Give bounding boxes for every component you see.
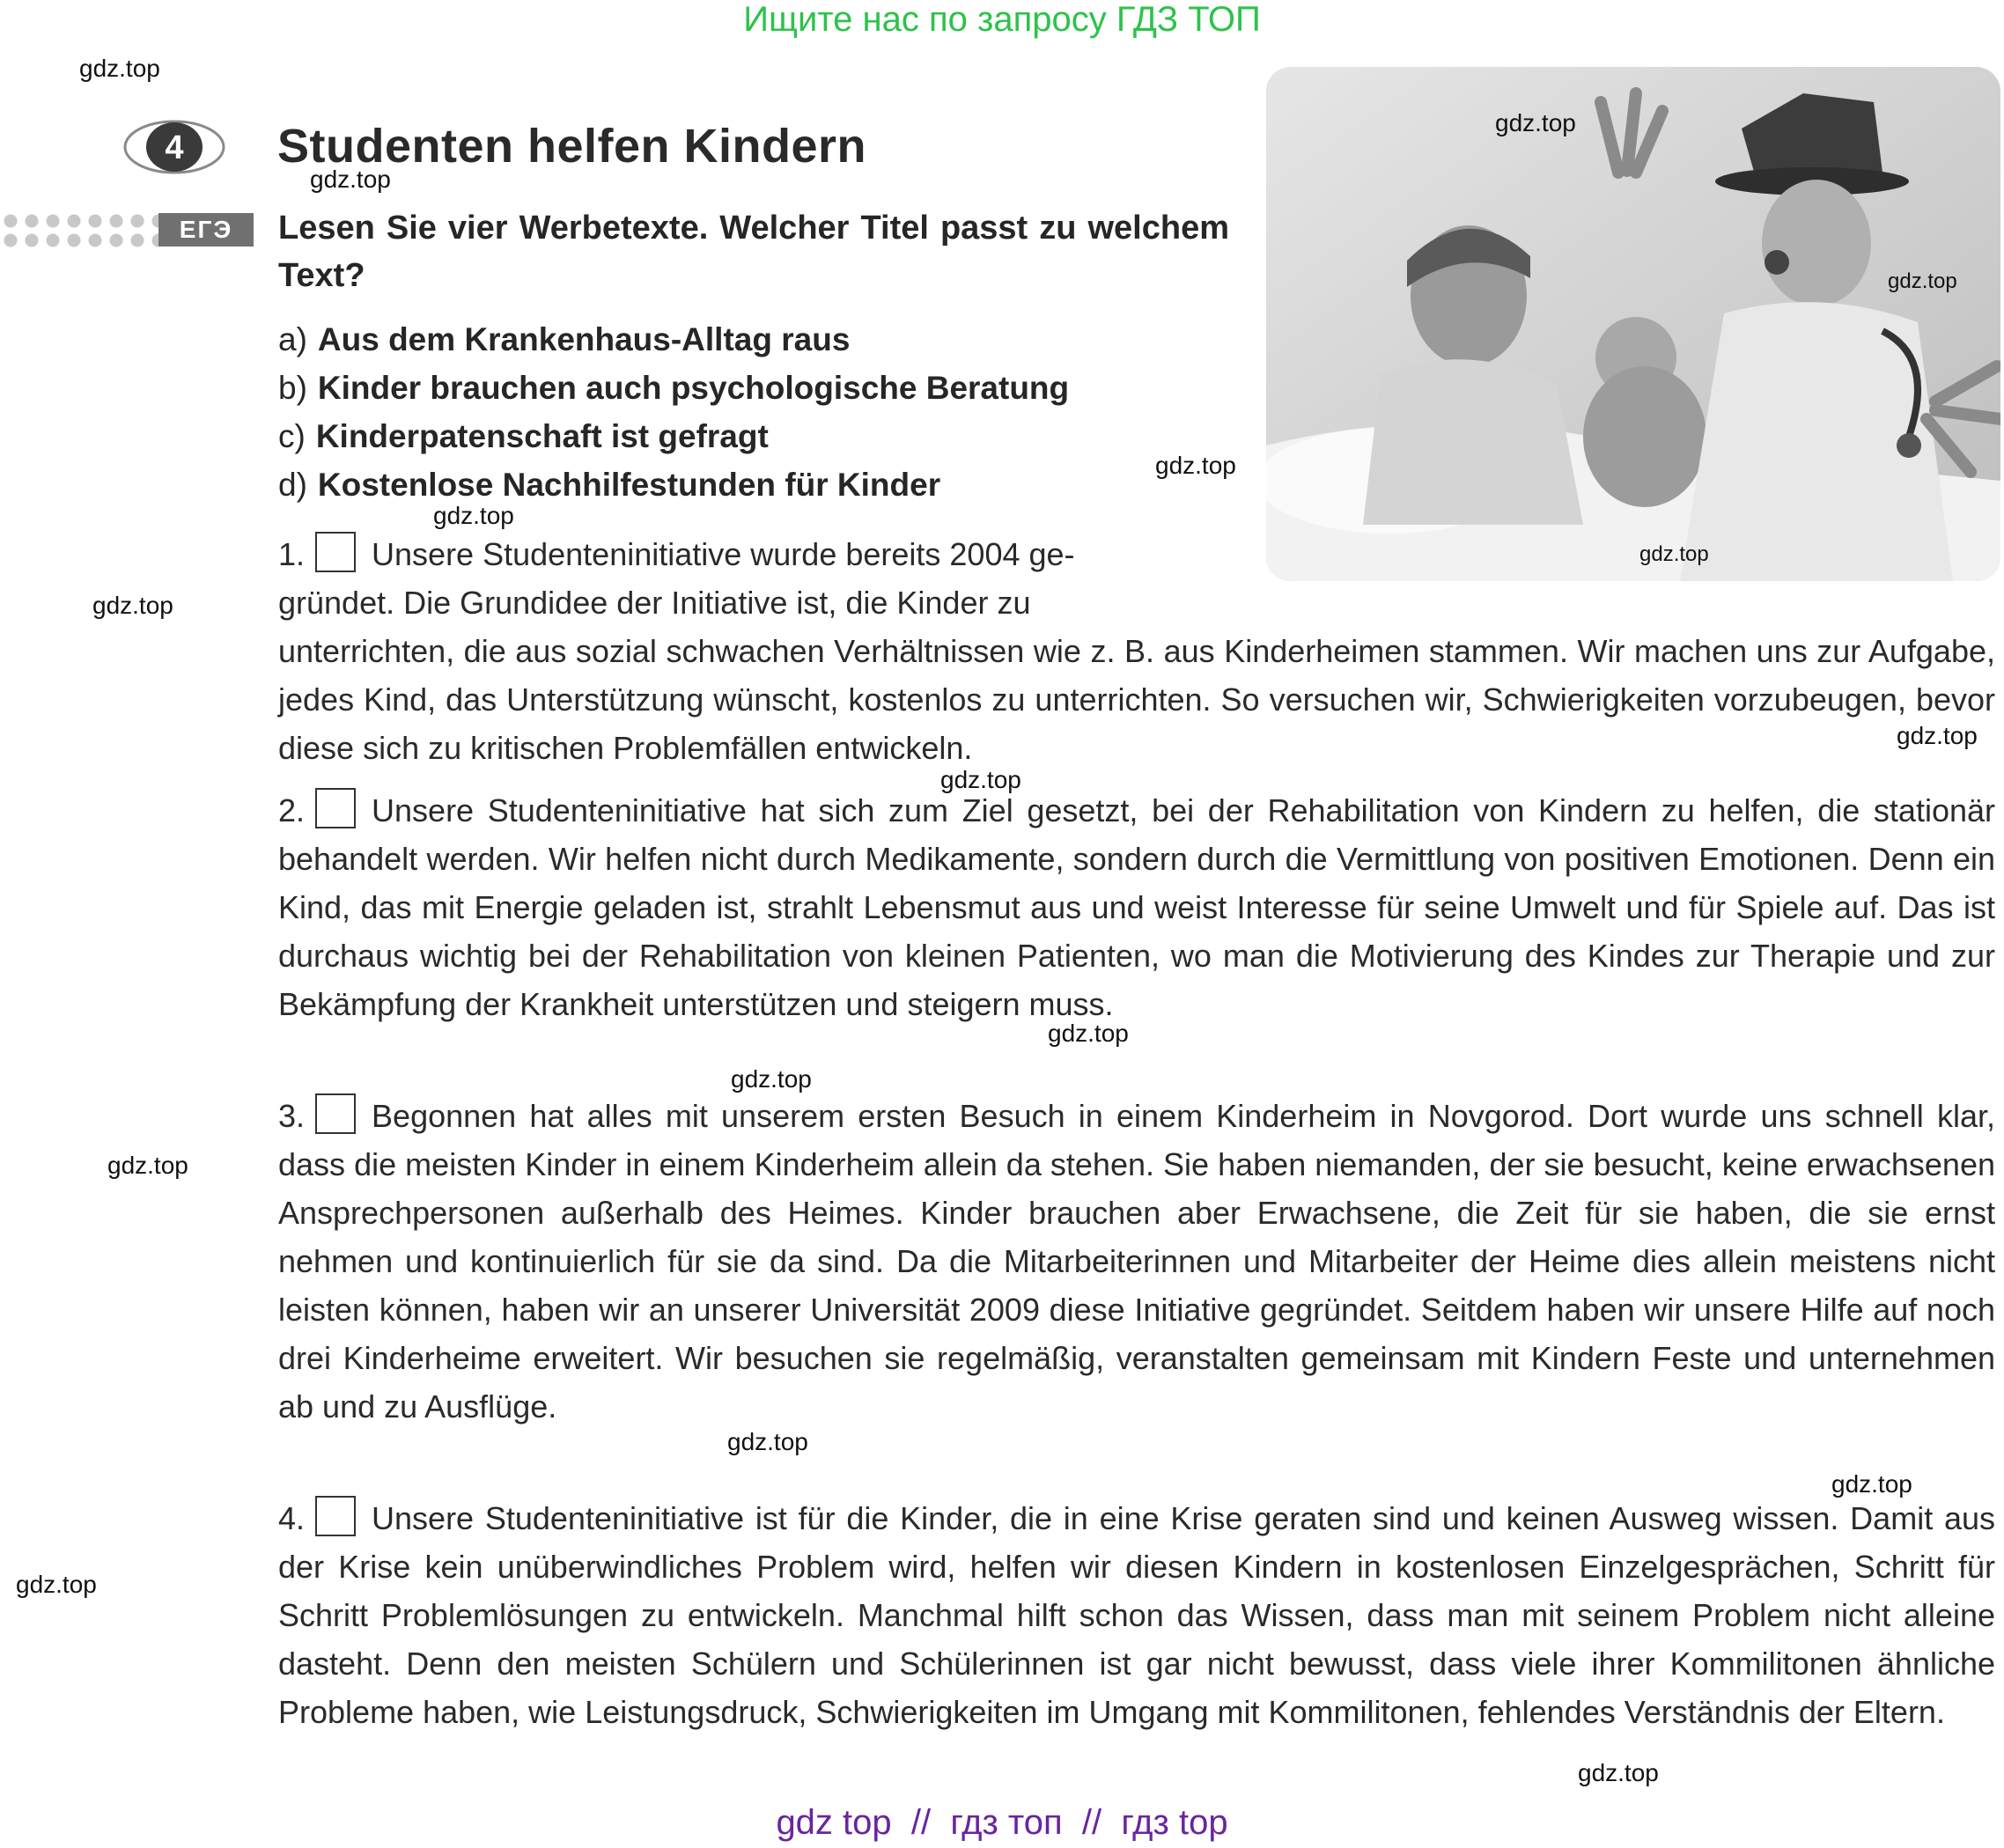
text-body: Begonnen hat alles mit unserem ersten Besuch in einem Kinderheim in Novgorod. Dort wurde uns schnell klar, dass die meisten Kinder in einem Kinderheim allein da stehen. Sie haben niemanden, der sie besucht, keine erwachsenen Ansprechpersonen außerhalb des Heimes. Kinder brauchen aber Erwachsene, die Zeit für sie haben, die sie ernst nehmen und kontinuierlich für sie da sind. Da die Mitarbeiterinnen und Mitarbeiter der Heime dies allein meistens nicht leisten können, haben wir an unserer Universität 2009 diese Initiative gegründet. Seitdem haben wir unsere Hilfe auf noch drei Kinderheime erweitert. Wir besuchen sie regelmäßig, veranstalten gemeinsam mit Kindern Feste und unternehmen ab und zu Ausflüge.	[278, 1098, 1995, 1425]
watermark: gdz.top	[1048, 1020, 1129, 1047]
option-letter: c)	[278, 418, 306, 454]
text-number: 4.	[278, 1500, 306, 1536]
decorative-dots	[0, 211, 158, 250]
answer-checkbox-3[interactable]	[315, 1093, 356, 1134]
watermark: gdz.top	[727, 1428, 808, 1455]
option-a	[278, 316, 850, 364]
watermark: gdz.top	[1155, 452, 1236, 479]
option-c	[278, 413, 769, 460]
text-body: Unsere Studenteninitiative wurde bereits 2004 ge- gründet. Die Grundidee der Initiative ist, die Kinder zu unterrichten, die aus sozial schwachen Verhältnissen wie z. B. aus Kinderheimen stammen. Wir machen uns zur Aufgabe, jedes Kind, das Unterstützung wünscht, kostenlos zu unterrichten. So versuchen wir, Schwierigkeiten vorzubeugen, bevor diese sich zu kritischen Problemfällen entwickeln.	[278, 536, 1995, 766]
text-number: 2.	[278, 792, 306, 828]
text-2	[278, 786, 1995, 1028]
answer-checkbox-2[interactable]	[315, 788, 356, 828]
answer-checkbox-4[interactable]	[315, 1496, 356, 1536]
exercise-number: 4	[165, 129, 184, 166]
watermark: gdz.top	[16, 1571, 97, 1598]
watermark: gdz.top	[310, 166, 391, 193]
text-body: Unsere Studenteninitiative ist für die Kinder, die in eine Krise geraten sind und keinen Ausweg wissen. Damit aus der Krise kein unüberwindliches Problem wird, helfen wir diesen Kindern in kostenlosen Einzelgesprächen, Schritt für Schritt Problemlösungen zu entwickeln. Manchmal hilft schon das Wissen, dass man mit seinem Problem nicht alleine dasteht. Denn den meisten Schülern und Schülerinnen ist gar nicht bewusst, dass viele ihrer Kommilitonen ähnliche Probleme haben, wie Leistungsdruck, Schwierigkeiten im Umgang mit Kommilitonen, fehlendes Verständnis der Eltern.	[278, 1500, 1995, 1730]
option-d	[278, 461, 940, 509]
option-letter: b)	[278, 370, 307, 406]
text-number: 1.	[278, 536, 306, 572]
watermark: gdz.top	[1578, 1759, 1659, 1786]
exercise-title: Studenten helfen Kindern	[277, 120, 867, 173]
watermark: gdz.top	[92, 592, 173, 619]
clown-doctor-and-boy-photo	[1266, 67, 2000, 581]
option-text: Kostenlose Nachhilfestunden für Kinder	[317, 467, 941, 503]
option-text: Aus dem Krankenhaus-Alltag raus	[317, 321, 851, 357]
watermark: gdz.top	[1639, 542, 1709, 566]
text-4	[278, 1494, 1995, 1736]
option-b	[278, 364, 1069, 412]
answer-checkbox-1[interactable]	[315, 532, 356, 572]
watermark: gdz.top	[433, 502, 514, 529]
option-letter: d)	[278, 467, 307, 503]
watermark: gdz.top	[940, 766, 1021, 793]
option-text: Kinderpatenschaft ist gefragt	[315, 418, 769, 454]
option-text: Kinder brauchen auch psychologische Beratung	[317, 370, 1070, 406]
watermark: gdz.top	[1495, 109, 1576, 136]
ege-tag: ЕГЭ	[158, 213, 254, 247]
instruction: Lesen Sie vier Werbetexte. Welcher Titel passt zu welchem Text?	[278, 210, 1229, 294]
text-number: 3.	[278, 1098, 306, 1134]
top-banner[interactable]: Ищите нас по запросу ГДЗ ТОП	[743, 0, 1261, 39]
exercise-number-badge-icon	[122, 118, 227, 176]
watermark: gdz.top	[731, 1065, 812, 1093]
watermark: gdz.top	[107, 1152, 188, 1179]
watermark: gdz.top	[1888, 269, 1957, 293]
option-letter: a)	[278, 321, 307, 357]
watermark: gdz.top	[1831, 1470, 1912, 1498]
watermark: gdz.top	[1897, 722, 1978, 749]
watermark: gdz.top	[79, 55, 160, 82]
text-1	[278, 530, 1995, 772]
text-3	[278, 1092, 1995, 1431]
text-body: Unsere Studenteninitiative hat sich zum Ziel gesetzt, bei der Rehabilitation von Kindern zu helfen, die stationär behandelt werden. Wir helfen nicht durch Medikamente, sondern durch die Vermittlung von positiven Emotionen. Denn ein Kind, das mit Energie geladen ist, strahlt Lebensmut aus und weist Interesse für seine Umwelt und für Spiele auf. Das ist durchaus wichtig bei der Rehabilitation von kleinen Patienten, wo man die Motivierung des Kindes zur Therapie und zur Bekämpfung der Krankheit unterstützen und steigern muss.	[278, 792, 1995, 1022]
bottom-banner[interactable]: gdz top // гдз топ // гдз top	[776, 1803, 1228, 1842]
